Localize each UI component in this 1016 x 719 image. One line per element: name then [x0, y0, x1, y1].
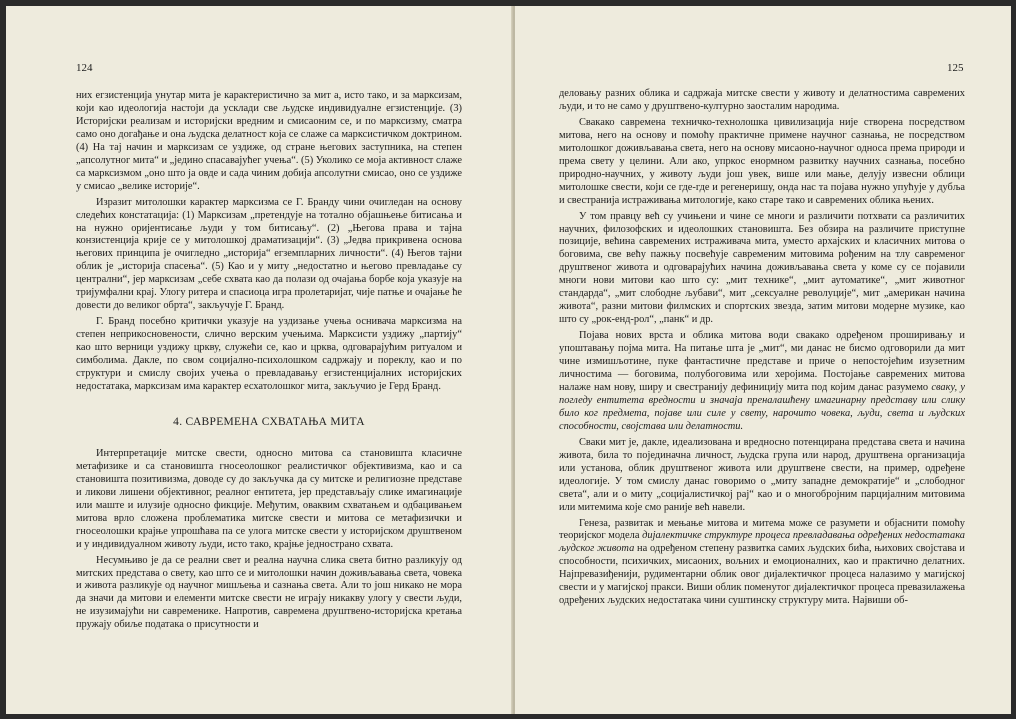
paragraph: Интерпретације митске свести, односно митова са становишта класичне метафизике и са становишта гносеолошког реалистичког објективизма, као и са становишта позитивизма, доводе су до закључка да су митске и религиозне представе и ликови лишени објективног, реалног ентитета, јер представљају слике имагинације или маште и илузије односно фикције. Међутим, оваквим схватањем и одбацивањем митова врло сложена проблематика митске свести и митова се метафизички и гносеолошки крајње упрошћава па се улога митске свести у историјском друштвеном и у индивидуалном животу људи, исто тако, крајње једнострано схвата.: [76, 447, 462, 550]
right-page: [515, 6, 1011, 714]
italic-phrase: дијалектичке структуре процеса превладавања одређених недостатака људског живота: [559, 530, 966, 555]
paragraph: У том правцу већ су учињени и чине се многи и различити потхвати са различитих научних, филозофских и идеолошких становишта. Без обзира на различите приступне позиције, већина савремених истраживача мита, уместо архајских и класичних митова о боговима, све већу пажњу посвећује савременим митовима рођеним на тлу савременог друштвеног живота и одговарајућих начина доживљавања света у коме су се појавили многи нови митови као што су: „мит технике“, „мит аутоматике“, „мит животног стандарда“, „мит слободне љубави“, мит „сексуалне револуције“, мит „американ начина живота“, разни митови филмских и спортских звезда, затим митови модерне музике, као што су „рок-енд-рол“, „панк“ и др.: [559, 210, 965, 326]
paragraph-text: Појава нових врста и облика митова води свакако одређеном проширивању и упоштавању појма мита. На питање шта је „мит“, ми данас не бисмо одговорили да мит чине измишљотине, пуке фантастичне представе и приче о непостојећим изузетним личностима — боговима, полубоговима или херојима. Постојање савремених митова налаже нам нову, ширу и свестранију дефиницију мита под којим данас разумемо: [559, 330, 965, 393]
paragraph: Несумњиво је да се реални свет и реална научна слика света битно разликују од митских представа о свету, као што се и митолошки начин доживљавања света, човека и живота разликује од научног мишљења и сазнања света. Али то још никако не мора да значи да митови и елементи митске свести не играју никакву улогу у свести људи, не изузимајући ни савременике. Напротив, савремена друштвено-историјска кретања пружају обиље података о присутности и: [76, 554, 462, 631]
paragraph-text: на одређеном степену развитка самих људских бића, њихових својстава и способности, психичких, мисаоних, вољних и емоционалних, као и практично делатних. Најпревазиђенији, рудиментарни облик овог дијалектичког процеса налазимо у магијској свести и у магијској пракси. Виши облик поменутог дијалектичког процеса превазилажења одређених људских недостатака чини суштинску структуру мита. Највиши об-: [559, 543, 965, 607]
section-heading: 4. САВРЕМЕНА СХВАТАЊА МИТА: [173, 415, 365, 428]
page-number: 124: [76, 62, 93, 74]
paragraph: Сваки мит је, дакле, идеализована и вредносно потенцирана представа света и начина живота, била то појединачна личност, људска група или народ, друштвена организација или установа, облик друштвеног живота или друштвене свести, на пример, одређене идеологије. У том смислу данас говоримо о „миту западне демократије“ и „слободног света“, али и о миту „социјалистичкој рај“ као и о многобројним парцијалним митовима или митемима које смо раније већ навели.: [559, 436, 965, 513]
page-number: 125: [947, 62, 964, 74]
left-page: [6, 6, 513, 714]
paragraph: [559, 518, 965, 609]
paragraph: них егзистенција унутар мита је карактеристично за мит а, исто тако, и за марксизам, који као идеологија настоји да усклади све људске индивидуалне егзистенције. (3) Историјски реализам и историјски вредним и смисаоним се, и по марксизму, сматра само оно догађање и она људска делатност која се слаже са марксистичком доктрином. (4) На тај начин и марксизам се уздиже, од стране његових заступника, на степен „апсолутног мита“ и „једино спасавајућег учења“. (5) Уколико се моја активност слаже са марксизмом „оно што ја овде и сада чиним добија апсолутни смисао, оно се уздиже у смисао „велике историје“.: [76, 90, 463, 192]
paragraph: Г. Бранд посебно критички указује на уздизање учења оснивача марксизма на степен неприкосновености, слично верским учењима. Марксисти уздижу „партију“ као што верници уздижу цркву, служећи се, као и црква, одговарајућим ритуалом и симболима. Дакле, по свом социјално-психолошком садржају и пореклу, као и по структури и смислу својих учења о превладавању егзистенцијалних историјских недостатака, марксизам има карактер есхатолошког мита, закључио је Герд Бранд.: [76, 316, 462, 392]
paragraph: Свакако савремена техничко-технолошка цивилизација није створена посредством митова, него на основу и помоћу практичне примене научног сазнања, не посредством митолошког доживљавања света, него на основу мисаоно-научног односа према природи и према свету у целини. Али ако, упркос енормном развитку научних сазнања, посебно природно-научних, у животу људи још увек, више или мање, делују извесни облици митолошке свести, који се где-где и регенеришу, онда нас та појава нужно упућује у дубља и свестранија истраживања митологије, како старе тако и савремених облика њених.: [559, 116, 965, 206]
paragraph: [559, 330, 965, 434]
paragraph: Изразит митолошки карактер марксизма се Г. Бранду чини очигледан на основу следећих констатација: (1) Марксизам „претендује на тотално објашњење битисања и на нужно оријентисање људи у том битисању“. (2) „Његова права и тајна конзистенција крије се у митолошкој драматизацији“. (3) „Једва прикривена основа његових принципа је очигледно „историја“ егземпларних личности“. (4) Његов тајни облик је „историја спасења“. (5) Као и у миту „недостатно и његово превладање су централни“, јер марксизам „себе схвата као да полази од очајања борбе која указује на тријумфални крај. Улогу ритера и спасиоца игра пролетаријат, чије патње и очајање ће довести до великог обрта“, закључује Г. Бранд.: [76, 196, 462, 312]
italic-definition: сваку, у погледу ентитета вредности и значаја преналашћену имагинарну представу или слику било ког предмета, појаве или силе у свету, нарочито човека, људи, света и људских способности, својстава или делатности.: [559, 381, 965, 432]
right-page-text: [559, 88, 965, 611]
paragraph-text: Генеза, развитак и мењање митова и митема може се разумети и објаснити помоћу теоријског модела: [559, 517, 965, 542]
paragraph: деловању разних облика и садржаја митске свести у животу и делатностима савремених људи, и то не само у друштвено-културно заосталим народима.: [559, 88, 965, 112]
left-page-text: [76, 90, 462, 635]
